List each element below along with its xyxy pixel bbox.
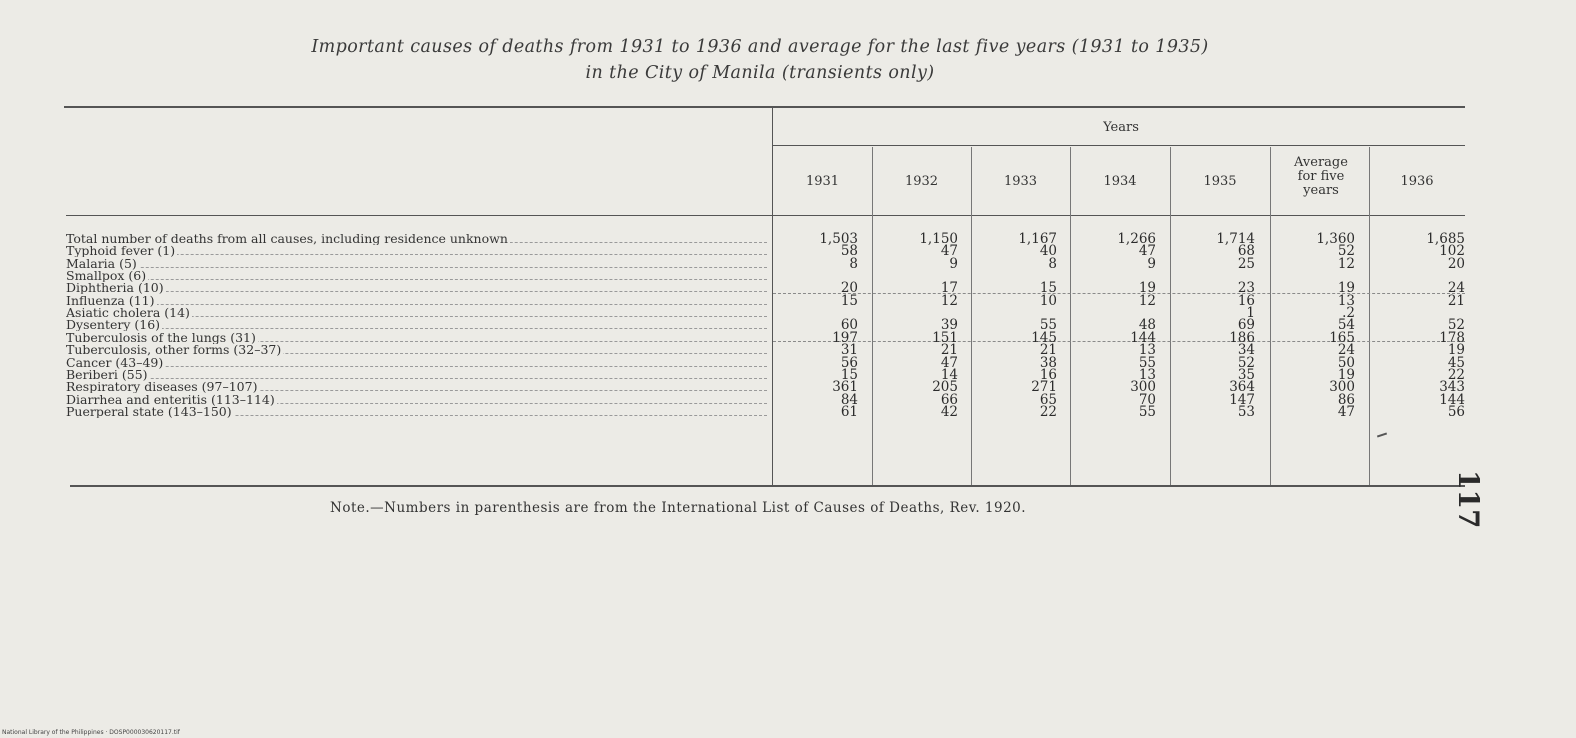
row-label [66,332,771,344]
table-cell: 21 [1447,292,1465,309]
table-cell: 20 [1447,255,1465,272]
table-cell: 55 [1138,354,1156,371]
column-header: 1934 [1103,174,1137,189]
leader-dots [66,291,767,292]
table-cell: 16 [1039,366,1057,383]
row-label [66,394,771,406]
table-cell: 12 [940,292,958,309]
table-cell: 35 [1237,366,1255,383]
row-label-text: Tuberculosis, other forms (32–37) [66,344,282,357]
table-cell: 52 [1447,317,1465,334]
table-cell: 40 [1039,243,1057,260]
table-note: Note.—Numbers in parenthesis are from the International List of Causes of Deaths, Rev. 1920. [330,500,1027,516]
margin-mark [1377,433,1387,438]
table-cell: 13 [1138,342,1156,359]
column-header: 1931 [805,174,840,189]
table-cell: 13 [1138,366,1156,383]
table-cell: 45 [1447,354,1465,371]
column-divider [1369,147,1370,485]
table-cell: 300 [1329,379,1355,396]
row-label-text: Cancer (43–49) [66,356,164,369]
page-number: 117 [1452,470,1485,529]
stub-divider [772,108,773,486]
table-cell: 22 [1447,366,1465,383]
table-cell: 151 [932,329,958,346]
table-cell: 47 [940,243,958,260]
row-label [66,357,771,369]
table-cell: 343 [1439,379,1465,396]
row-label-text: Malaria (5) [66,257,137,270]
archive-caption: National Library of the Philippines · DOSP000030620117.tif [2,729,180,736]
table-cell: 186 [1229,329,1255,346]
years-rule [773,145,1465,146]
row-label-text: Puerperal state (143–150) [66,405,232,418]
table-cell: 1,266 [1117,231,1156,247]
row-label [66,381,771,393]
leader-dots [66,366,767,367]
table-cell: 15 [840,292,858,309]
table-cell: 197 [832,329,858,346]
table-cell: 12 [1337,255,1355,272]
column-divider [1270,147,1271,485]
table-cell: 144 [1439,391,1465,408]
table-cell: 23 [1237,280,1255,297]
table-cell: 10 [1039,292,1057,309]
table-cell: 31 [840,342,858,359]
table-cell: 1,685 [1426,231,1465,247]
table-cell: 24 [1447,280,1465,297]
table-cell: 271 [1031,379,1057,396]
top-rule [64,106,1465,108]
table-cell: 147 [1229,391,1255,408]
row-label [66,307,771,319]
table-cell: 12 [1138,292,1156,309]
table-cell: 55 [1138,403,1156,420]
table-cell: 205 [932,379,958,396]
table-cell: 14 [940,366,958,383]
table-cell: 1,503 [819,231,858,247]
header-bottom-rule [66,215,1465,216]
table-cell: 38 [1039,354,1057,371]
table-cell: 165 [1329,329,1355,346]
table-title-line1: Important causes of deaths from 1931 to 1936 and average for the last five years (1931 to 1935) [311,37,1209,57]
row-label-text: Beriberi (55) [66,368,148,381]
row-label [66,319,771,331]
table-cell: 300 [1130,379,1156,396]
table-cell: 55 [1039,317,1057,334]
table-cell: 8 [1048,255,1057,272]
table-cell: 50 [1337,354,1355,371]
table-cell: 16 [1237,292,1255,309]
table-cell: 102 [1439,243,1465,260]
row-label-text: Respiratory diseases (97–107) [66,381,258,394]
table-cell: 19 [1138,280,1156,297]
row-label [66,406,771,418]
table-cell: 364 [1229,379,1255,396]
row-label-text: Smallpox (6) [66,270,147,283]
table-cell: 24 [1337,342,1355,359]
table-cell: 61 [840,403,858,420]
column-header: 1936 [1400,174,1434,189]
leader-dots [66,304,767,305]
row-label [66,270,771,282]
row-label [66,282,771,294]
leader-dots [66,378,767,379]
table-cell: 48 [1138,317,1156,334]
table-cell: 1 [1246,305,1255,322]
table-cell: 1,360 [1316,231,1355,247]
table-cell: 56 [840,354,858,371]
table-cell: 52 [1337,243,1355,260]
column-header: 1932 [904,174,939,189]
table-cell: 178 [1439,329,1465,346]
table-cell: 9 [949,255,958,272]
bottom-rule [70,485,1465,487]
row-label-text: Asiatic cholera (14) [66,307,190,320]
table-cell: 47 [1337,403,1355,420]
table-cell: 53 [1237,403,1255,420]
table-cell: 1,714 [1216,231,1255,247]
row-label-text: Diphtheria (10) [66,282,164,295]
leader-dots [66,267,767,268]
column-header: 1933 [1003,174,1038,189]
table-cell: 21 [940,342,958,359]
table-cell: 69 [1237,317,1255,334]
table-cell: 58 [840,243,858,260]
table-cell: 361 [832,379,858,396]
table-cell: 19 [1447,342,1465,359]
table-cell: 60 [840,317,858,334]
table-cell: 145 [1031,329,1057,346]
row-label-text: Total number of deaths from all causes, including residence unknown [66,233,508,245]
leader-dots [66,279,767,280]
table-cell: 144 [1130,329,1156,346]
table-cell: 47 [940,354,958,371]
row-label-text: Diarrhea and enteritis (113–114) [66,393,275,406]
table-cell: 15 [840,366,858,383]
table-cell: 20 [840,280,858,297]
table-cell: 47 [1138,243,1156,260]
leader-dots [66,328,767,329]
table-cell: 42 [940,403,958,420]
table-title-line2: in the City of Manila (transients only) [585,63,935,83]
table-cell: 15 [1039,280,1057,297]
row-label [66,258,771,270]
row-label-text: Dysentery (16) [66,319,161,332]
table-cell: 86 [1337,391,1355,408]
row-label [66,233,771,245]
years-header: Years [1103,120,1139,135]
row-label [66,344,771,356]
table-cell: 39 [940,317,958,334]
table-cell: 56 [1447,403,1465,420]
column-divider [872,147,873,485]
table-cell: 70 [1138,391,1156,408]
row-label [66,369,771,381]
row-label-text: Influenza (11) [66,294,155,307]
table-cell: 1,167 [1018,231,1057,247]
column-divider [971,147,972,485]
table-cell: 19 [1337,280,1355,297]
table-cell: 9 [1147,255,1156,272]
row-label [66,245,771,257]
column-header: 1935 [1203,174,1237,189]
table-cell: 84 [840,391,858,408]
row-label [66,295,771,307]
table-cell: 68 [1237,243,1255,260]
row-label-text: Typhoid fever (1) [66,245,176,258]
table-cell: 66 [940,391,958,408]
table-cell: 52 [1237,354,1255,371]
column-divider [1070,147,1071,485]
table-cell: .2 [1342,305,1355,322]
table-cell: 17 [940,280,958,297]
table-cell: 65 [1039,391,1057,408]
table-cell: 54 [1337,317,1355,334]
table-cell: 25 [1237,255,1255,272]
column-header: Average for five years [1294,155,1348,198]
table-cell: 21 [1039,342,1057,359]
table-cell: 1,150 [919,231,958,247]
table-cell: 19 [1337,366,1355,383]
table-cell: 8 [849,255,858,272]
column-divider [1170,147,1171,485]
row-label-text: Tuberculosis of the lungs (31) [66,331,256,344]
table-cell: 13 [1337,292,1355,309]
table-cell: 22 [1039,403,1057,420]
table-cell: 34 [1237,342,1255,359]
